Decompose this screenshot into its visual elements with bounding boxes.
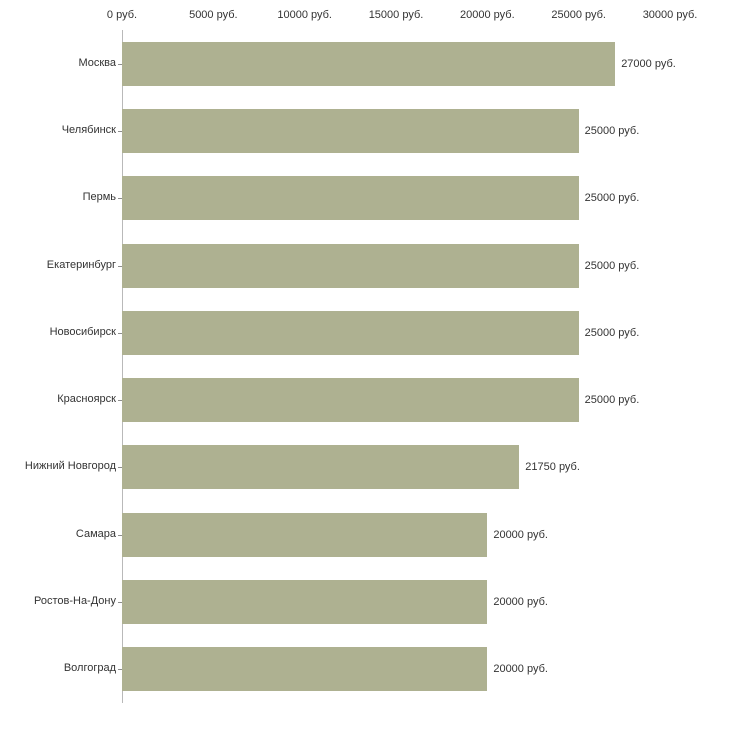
bar[interactable] xyxy=(122,311,579,355)
x-tick-label: 15000 руб. xyxy=(368,9,424,21)
category-label: Пермь xyxy=(82,191,116,204)
bar-value-label: 20000 руб. xyxy=(493,528,548,541)
bar[interactable] xyxy=(122,244,579,288)
y-tick-mark xyxy=(118,333,122,334)
bar[interactable] xyxy=(122,109,579,153)
category-label: Новосибирск xyxy=(49,325,116,338)
y-tick-mark xyxy=(118,535,122,536)
y-tick-mark xyxy=(118,602,122,603)
bar-row xyxy=(122,445,670,489)
x-tick-label: 20000 руб. xyxy=(460,9,515,21)
bar[interactable] xyxy=(122,580,487,624)
y-tick-mark xyxy=(118,64,122,65)
y-tick-mark xyxy=(118,198,122,199)
bar-row xyxy=(122,109,670,153)
bar-value-label: 20000 руб. xyxy=(493,663,548,676)
bar-row xyxy=(122,647,670,691)
bar-row xyxy=(122,580,670,624)
x-tick-label: 10000 руб. xyxy=(277,9,332,21)
category-label: Москва xyxy=(78,56,116,69)
y-tick-mark xyxy=(118,131,122,132)
bar-value-label: 25000 руб. xyxy=(584,394,640,407)
bar-row xyxy=(122,378,670,422)
bar-row xyxy=(122,176,670,220)
category-label: Красноярск xyxy=(57,393,116,406)
category-label: Самара xyxy=(75,527,116,540)
y-tick-mark xyxy=(118,266,122,267)
y-tick-mark xyxy=(118,669,122,670)
category-label: Нижний Новгород xyxy=(24,460,116,473)
bar[interactable] xyxy=(122,42,615,86)
bar-value-label: 21750 руб. xyxy=(525,461,580,474)
bar-row xyxy=(122,42,676,86)
x-tick-label: 5000 руб. xyxy=(189,9,238,21)
category-label: Ростов-На-Дону xyxy=(33,595,116,608)
x-tick-label: 25000 руб. xyxy=(551,9,606,21)
x-tick-label: 0 руб. xyxy=(106,9,138,21)
category-label: Волгоград xyxy=(63,662,116,675)
x-axis xyxy=(0,0,730,30)
bar[interactable] xyxy=(122,647,487,691)
bar-row xyxy=(122,513,670,557)
bar-value-label: 20000 руб. xyxy=(493,596,548,609)
x-tick-label: 30000 руб. xyxy=(642,9,698,21)
plot-area xyxy=(122,30,676,703)
y-tick-mark xyxy=(118,400,122,401)
bar[interactable] xyxy=(122,378,579,422)
bar-value-label: 25000 руб. xyxy=(584,192,640,205)
bar-row xyxy=(122,311,670,355)
bar[interactable] xyxy=(122,513,487,557)
bar-value-label: 25000 руб. xyxy=(584,259,640,272)
y-tick-mark xyxy=(118,467,122,468)
category-label: Екатеринбург xyxy=(46,258,116,271)
bar[interactable] xyxy=(122,176,579,220)
bar-value-label: 25000 руб. xyxy=(584,124,640,137)
bar-value-label: 25000 руб. xyxy=(584,326,640,339)
category-label: Челябинск xyxy=(61,123,116,136)
bar-value-label: 27000 руб. xyxy=(621,57,676,70)
bar[interactable] xyxy=(122,445,519,489)
bar-row xyxy=(122,244,670,288)
